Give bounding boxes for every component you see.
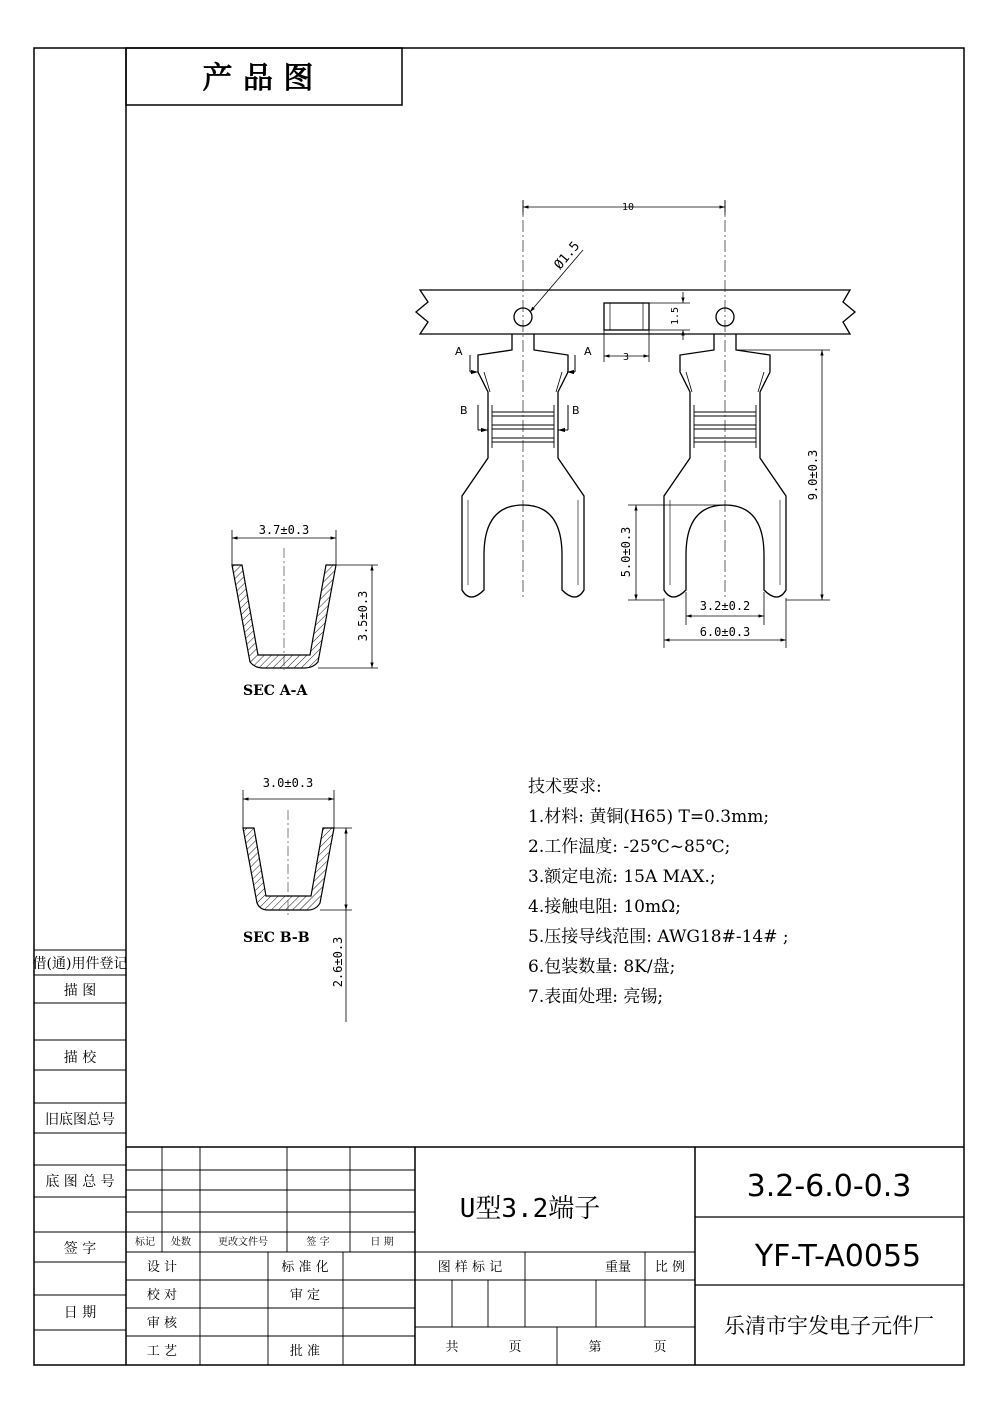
dim-sec-b-width: 3.0±0.3 [262, 776, 314, 790]
dim-sec-b-height: 2.6±0.3 [331, 936, 345, 988]
section-a [232, 523, 378, 699]
audit-label: 审 核 [146, 1316, 178, 1331]
spec-text: 3.2-6.0-0.3 [746, 1169, 912, 1204]
mark-a-left: A [455, 345, 463, 358]
company-name: 乐清市宇发电子元件厂 [724, 1314, 934, 1338]
standard-label: 标 准 化 [281, 1260, 329, 1275]
section-a-label: SEC A-A [243, 683, 308, 699]
mark-b-left: B [460, 404, 468, 417]
left-column [34, 950, 126, 1330]
product-name: U型3.2端子 [459, 1194, 601, 1224]
check-label: 校 对 [146, 1288, 178, 1303]
tech-item: 7.表面处理: 亮锡; [528, 987, 664, 1007]
tech-item: 6.包装数量: 8K/盘; [528, 957, 676, 977]
sign-label: 签 字 [63, 1241, 97, 1257]
dim-slot-w: 3 [622, 352, 630, 363]
front-dimensions [523, 200, 830, 648]
dim-outer-w: 6.0±0.3 [699, 625, 751, 639]
review-label: 审 定 [289, 1288, 321, 1303]
weight-label: 重量 [604, 1260, 632, 1275]
front-view [416, 290, 855, 597]
mark-a-right: A [584, 345, 592, 358]
drawing-mark-label: 图 样 标 记 [437, 1260, 503, 1275]
dim-fork-len: 5.0±0.3 [619, 526, 633, 578]
tech-item: 5.压接导线范围: AWG18#-14# ; [528, 927, 789, 947]
craft-label: 工 艺 [146, 1344, 178, 1359]
section-marker-labels [455, 345, 592, 417]
tech-item: 1.材料: 黄铜(H65) T=0.3mm; [528, 807, 770, 827]
register-label: 借(通)用件登记 [32, 956, 128, 972]
tech-item: 3.额定电流: 15A MAX.; [528, 867, 716, 887]
dim-inner-w: 3.2±0.2 [699, 599, 751, 613]
title-box [126, 48, 402, 105]
dim-sec-a-height: 3.5±0.3 [356, 590, 370, 642]
tech-item: 4.接触电阻: 10mΩ; [528, 897, 681, 917]
design-label: 设 计 [146, 1260, 178, 1275]
section-b-label: SEC B-B [243, 930, 310, 946]
rev-header: 签 字 [306, 1237, 330, 1248]
tech-title: 技术要求: [528, 777, 602, 797]
page-label: 页 [508, 1340, 522, 1355]
dim-pitch: 10 [621, 202, 635, 213]
rev-header: 标记 [135, 1237, 155, 1248]
dim-slot-h: 1.5 [670, 306, 681, 326]
page-title: 产 品 图 [202, 61, 314, 96]
trace-check-label: 描 校 [63, 1050, 97, 1066]
rev-header: 处数 [171, 1237, 191, 1248]
tech-item: 2.工作温度: -25℃~85℃; [528, 837, 731, 857]
total-label: 共 [445, 1340, 459, 1355]
rev-header: 更改文件号 [218, 1237, 268, 1248]
approve-label: 批 准 [289, 1344, 321, 1359]
date-label: 日 期 [63, 1305, 97, 1321]
old-base-no-label: 旧底图总号 [45, 1112, 115, 1128]
dim-sec-a-width: 3.7±0.3 [258, 523, 310, 537]
mark-b-right: B [572, 404, 580, 417]
frame [34, 48, 964, 1365]
scale-label: 比 例 [654, 1260, 686, 1275]
section-b [243, 776, 352, 1022]
sheet-label: 第 [588, 1340, 602, 1355]
rev-header: 日 期 [370, 1237, 394, 1248]
dim-total-len: 9.0±0.3 [806, 449, 820, 501]
base-no-label: 底 图 总 号 [45, 1174, 115, 1190]
section-markers [470, 355, 575, 430]
left-column-labels [33, 956, 128, 1321]
tech-requirements [528, 777, 789, 1007]
title-block-text [135, 1169, 934, 1359]
part-no-text: YF-T-A0055 [754, 1239, 922, 1274]
trace-label: 描 图 [63, 983, 97, 999]
page2-label: 页 [653, 1340, 667, 1355]
dim-hole: Ø1.5 [551, 238, 584, 273]
